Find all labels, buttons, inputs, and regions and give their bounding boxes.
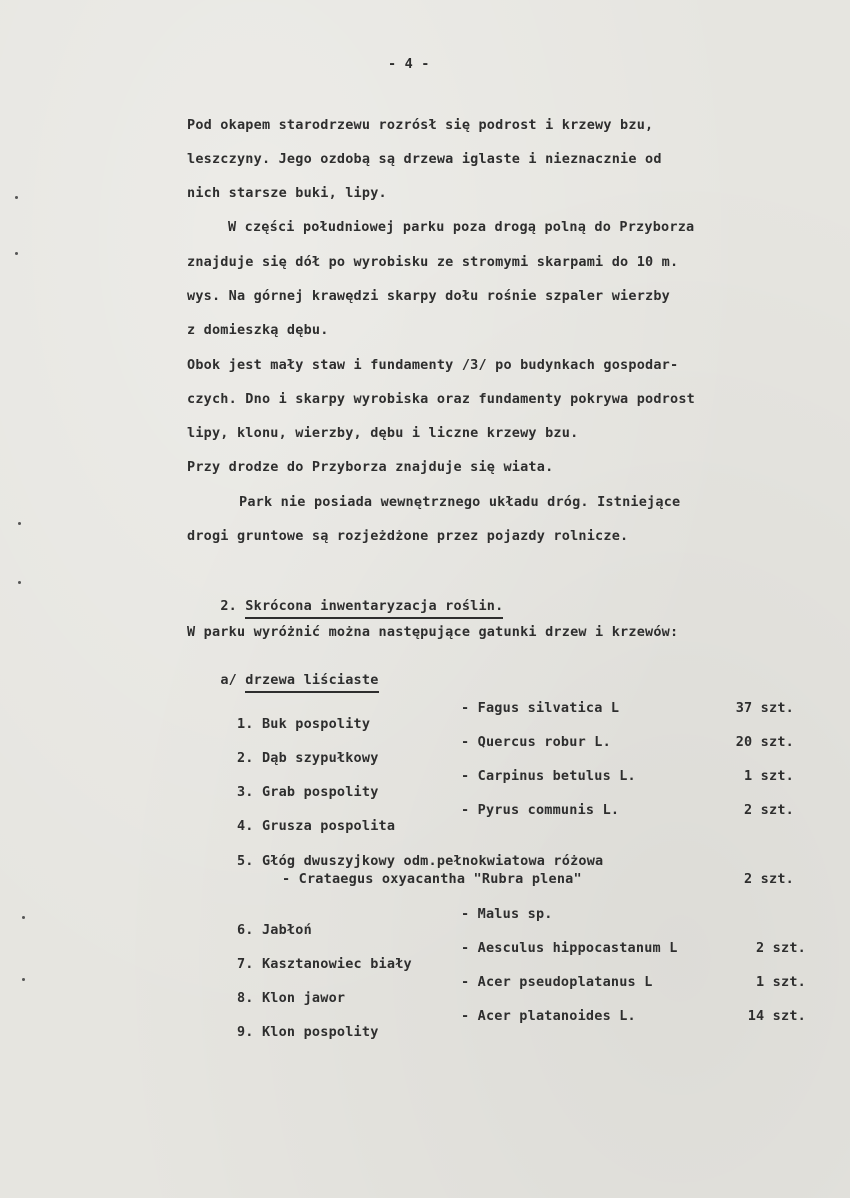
paragraph-line: nich starsze buki, lipy. [187, 185, 387, 201]
species-number: 7. [236, 956, 254, 972]
species-name: Klon jawor [261, 990, 346, 1006]
species-name: Klon pospolity [261, 1024, 379, 1040]
paragraph-line: znajduje się dół po wyrobisku ze stromymi skarpami do 10 m. [187, 254, 679, 270]
species-name: Kasztanowiec biały [261, 956, 412, 972]
paragraph-line: z domieszką dębu. [187, 322, 329, 338]
species-latin: - Crataegus oxyacantha "Rubra plena" [282, 871, 582, 887]
species-number: 3. [236, 784, 254, 800]
margin-speck [22, 916, 25, 919]
species-name: Jabłoń [261, 922, 312, 938]
species-name: Dąb szypułkowy [261, 750, 379, 766]
section-heading [187, 582, 503, 630]
margin-speck [18, 581, 21, 584]
paragraph-line: W części południowej parku poza drogą polną do Przyborza [228, 219, 695, 235]
subheading [187, 656, 379, 704]
paragraph-line: Pod okapem starodrzewu rozrósł się podrost i krzewy bzu, [187, 117, 654, 133]
species-count: 14 szt. [747, 1008, 806, 1024]
paragraph-line: Przy drodze do Przyborza znajduje się wiata. [187, 459, 554, 475]
paragraph-line: Obok jest mały staw i fundamenty /3/ po budynkach gospodar- [187, 357, 679, 373]
paragraph-line: drogi gruntowe są rozjeżdżone przez pojazdy rolnicze. [187, 528, 629, 544]
margin-speck [15, 196, 18, 199]
species-count: 2 szt. [744, 802, 794, 818]
page-number: - 4 - [388, 56, 430, 72]
species-name: Głóg dwuszyjkowy odm.pełnokwiatowa różowa [261, 853, 604, 869]
species-number: 9. [236, 1024, 254, 1040]
species-latin: - Acer platanoides L. [461, 1008, 636, 1024]
species-latin: - Fagus silvatica L [461, 700, 620, 716]
paragraph-line: lipy, klonu, wierzby, dębu i liczne krzewy bzu. [187, 425, 579, 441]
intro-line: W parku wyróżnić można następujące gatunki drzew i krzewów: [187, 624, 679, 640]
species-latin: - Acer pseudoplatanus L [461, 974, 653, 990]
species-count: 2 szt. [756, 940, 806, 956]
species-count: 37 szt. [735, 700, 794, 716]
species-number: 4. [236, 818, 254, 834]
species-name: Grusza pospolita [261, 818, 396, 834]
margin-speck [22, 978, 25, 981]
species-number: 1. [236, 716, 254, 732]
section-heading-number: 2. [220, 598, 237, 614]
margin-speck [15, 252, 18, 255]
species-number: 5. [236, 853, 254, 869]
species-number: 8. [236, 990, 254, 1006]
species-latin: - Quercus robur L. [461, 734, 611, 750]
paragraph-line: leszczyny. Jego ozdobą są drzewa iglaste i nieznacznie od [187, 151, 662, 167]
species-number: 6. [236, 922, 254, 938]
margin-speck [18, 522, 21, 525]
subheading-prefix: a/ [220, 672, 237, 688]
species-name: Grab pospolity [261, 784, 379, 800]
species-count: 1 szt. [744, 768, 794, 784]
paragraph-line: czych. Dno i skarpy wyrobiska oraz fundamenty pokrywa podrost [187, 391, 695, 407]
species-number: 2. [236, 750, 254, 766]
section-heading-title: Skrócona inwentaryzacja roślin. [245, 598, 503, 619]
species-count: 20 szt. [735, 734, 794, 750]
species-latin: - Carpinus betulus L. [461, 768, 636, 784]
species-count: 2 szt. [744, 871, 794, 887]
paragraph-line: Park nie posiada wewnętrznego układu dróg. Istniejące [239, 494, 681, 510]
species-latin: - Aesculus hippocastanum L [461, 940, 678, 956]
species-row [187, 1008, 379, 1056]
species-count: 1 szt. [756, 974, 806, 990]
species-latin: - Malus sp. [461, 906, 553, 922]
species-latin: - Pyrus communis L. [461, 802, 620, 818]
subheading-title: drzewa liściaste [245, 672, 378, 693]
species-name: Buk pospolity [261, 716, 371, 732]
paragraph-line: wys. Na górnej krawędzi skarpy dołu rośnie szpaler wierzby [187, 288, 671, 304]
